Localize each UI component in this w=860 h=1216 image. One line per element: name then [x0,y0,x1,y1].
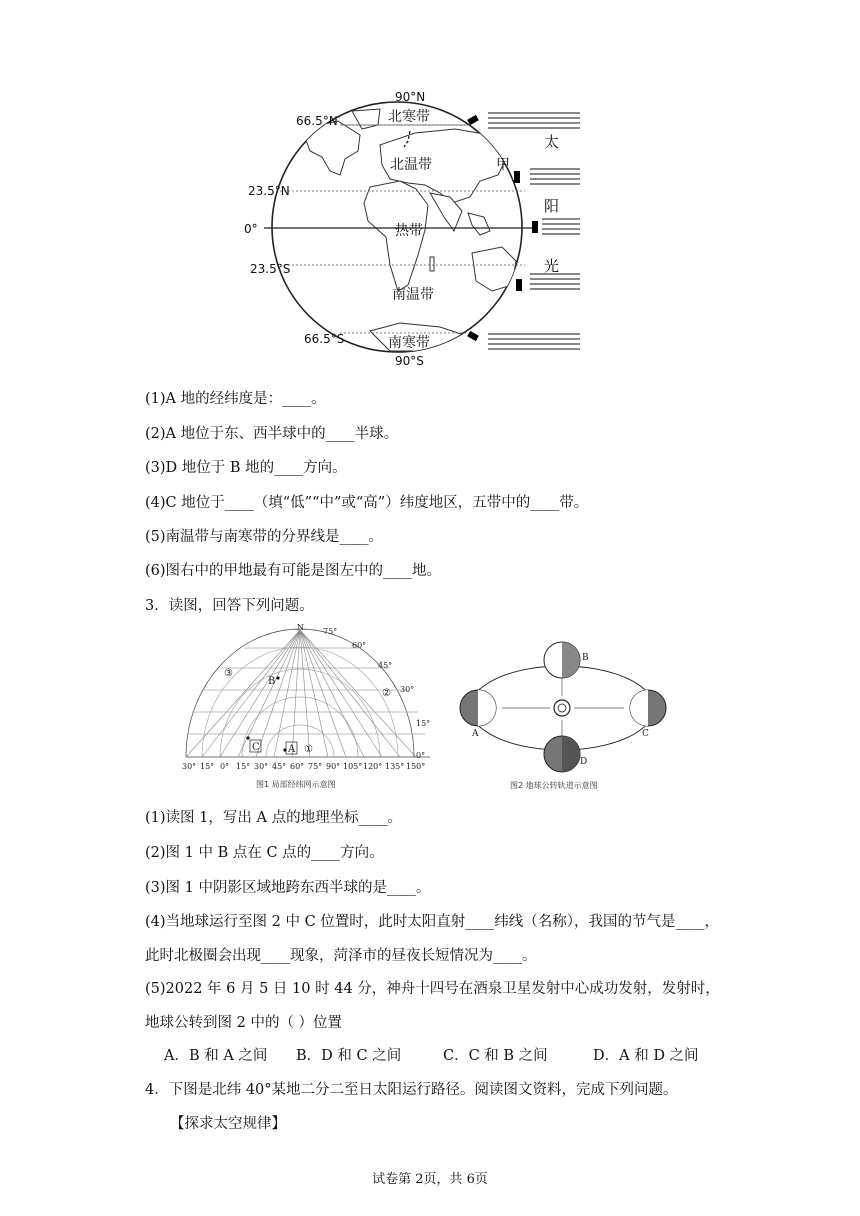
grid-lat-45: 45° [378,661,393,670]
point-b: B [268,676,276,687]
edge-block-3 [532,221,538,233]
grid-lon-labels [182,762,425,771]
lat-label-23-5s: 23.5°S [250,262,291,276]
svg-text:75°: 75° [308,762,323,771]
q3-title: 3．读图，回答下列问题。 [145,598,314,614]
circled-2: ② [382,688,391,699]
point-a: A [288,744,296,755]
svg-text:105°: 105° [343,762,363,771]
option-b: B．D 和 C 之间 [296,1048,402,1064]
q4-subtitle: 【探求太空规律】 [170,1116,286,1132]
option-d: D．A 和 D 之间 [593,1048,699,1064]
lat-label-23-5n: 23.5°N [248,184,290,198]
lat-label-0: 0° [244,222,258,236]
figure-lat-lon-grid [180,622,435,792]
lat-label-66-5n: 66.5°N [296,114,338,128]
svg-text:15°: 15° [200,762,215,771]
lat-label-90s: 90°S [395,354,424,368]
q4-title: 4．下图是北纬 40°某地二分二至日太阳运行路径。阅读图文资料，完成下列问题。 [145,1082,678,1098]
q3-5b: 地球公转到图 2 中的（ ）位置 [145,1015,343,1031]
svg-text:30°: 30° [182,762,197,771]
orbit-caption: 图2 地球公转轨道示意图 [510,781,598,790]
q3-1: (1)读图 1，写出 A 点的地理坐标____。 [145,810,403,826]
option-c: C．C 和 B 之间 [443,1048,548,1064]
lat-label-66-5s: 66.5°S [304,332,345,346]
jia-label: 甲 [496,157,510,173]
svg-text:90°: 90° [326,762,341,771]
option-a: A．B 和 A 之间 [164,1048,268,1064]
q3-4a: (4)当地球运行至图 2 中 C 位置时，此时太阳直射____纬线（名称），我国的节气是____， [145,914,720,930]
sunlight-char-guang: 光 [544,257,560,275]
edge-block-4 [516,279,522,291]
grid-lat-15: 15° [416,719,431,728]
svg-text:30°: 30° [254,762,269,771]
orbit-label-b: B [582,653,589,663]
zone-label-south-frigid: 南寒带 [388,335,430,351]
grid-lat-60: 60° [352,641,367,650]
zone-label-tropical: 热带 [395,223,423,239]
point-b-dot [276,676,279,679]
madagascar [430,257,434,271]
svg-text:60°: 60° [290,762,305,771]
q3-3: (3)图 1 中阴影区域地跨东西半球的是____。 [145,880,431,896]
q2-6: (6)图右中的甲地最有可能是图左中的____地。 [145,563,442,579]
earth-b [544,642,580,678]
north-label: N [297,623,304,632]
figure-earth-orbit [452,630,672,795]
earth-a [460,690,496,726]
sunlight-char-yang: 阳 [544,197,560,215]
orbit-label-a: A [472,729,479,739]
figure-globe-zones [240,85,620,370]
edge-block-1 [467,115,479,125]
orbit-label-d: D [580,757,588,767]
svg-text:150°: 150° [406,762,426,771]
lat-label-90n: 90°N [395,90,426,104]
grid-caption: 图1 局部经纬网示意图 [256,780,336,789]
zone-label-south-temperate: 南温带 [392,287,434,303]
grid-lat-75: 75° [323,627,338,636]
earth-c [630,690,666,726]
svg-text:135°: 135° [385,762,405,771]
q3-4b: 此时北极圈会出现____现象，菏泽市的昼夜长短情况为____。 [145,948,537,964]
grid-lat-30: 30° [400,685,415,694]
orbit-svg [452,630,672,795]
grid-lat-0: 0° [416,751,426,760]
q2-4: (4)C 地位于____（填“低”“中”或“高”）纬度地区，五带中的____带。 [145,495,589,511]
q2-3: (3)D 地位于 B 地的____方向。 [145,460,347,476]
circled-1: ① [304,744,313,755]
circled-3: ③ [224,668,233,679]
orbit-label-c: C [642,729,649,739]
page-footer: 试卷第 2页，共 6页 [372,1172,488,1187]
sunlight-char-tai: 太 [544,133,560,151]
edge-block-5 [467,331,479,341]
svg-text:15°: 15° [236,762,251,771]
q3-5a: (5)2022 年 6 月 5 日 10 时 44 分，神舟十四号在酒泉卫星发射中心成功发射，发射时， [145,981,720,997]
earth-d [544,736,580,772]
grid-svg [180,622,435,792]
globe-svg [240,85,620,370]
q2-1: (1)A 地的经纬度是：____。 [145,391,326,407]
svg-text:45°: 45° [272,762,287,771]
zone-label-north-temperate: 北温带 [390,157,432,173]
point-c-dot [246,736,249,739]
point-c: C [252,742,260,753]
q3-2: (2)图 1 中 B 点在 C 点的____方向。 [145,845,384,861]
svg-text:120°: 120° [363,762,383,771]
q2-5: (5)南温带与南寒带的分界线是____。 [145,529,384,545]
q2-2: (2)A 地位于东、西半球中的____半球。 [145,426,399,442]
zone-label-north-frigid: 北寒带 [388,109,430,125]
svg-text:0°: 0° [220,762,230,771]
edge-block-2 [514,171,520,183]
